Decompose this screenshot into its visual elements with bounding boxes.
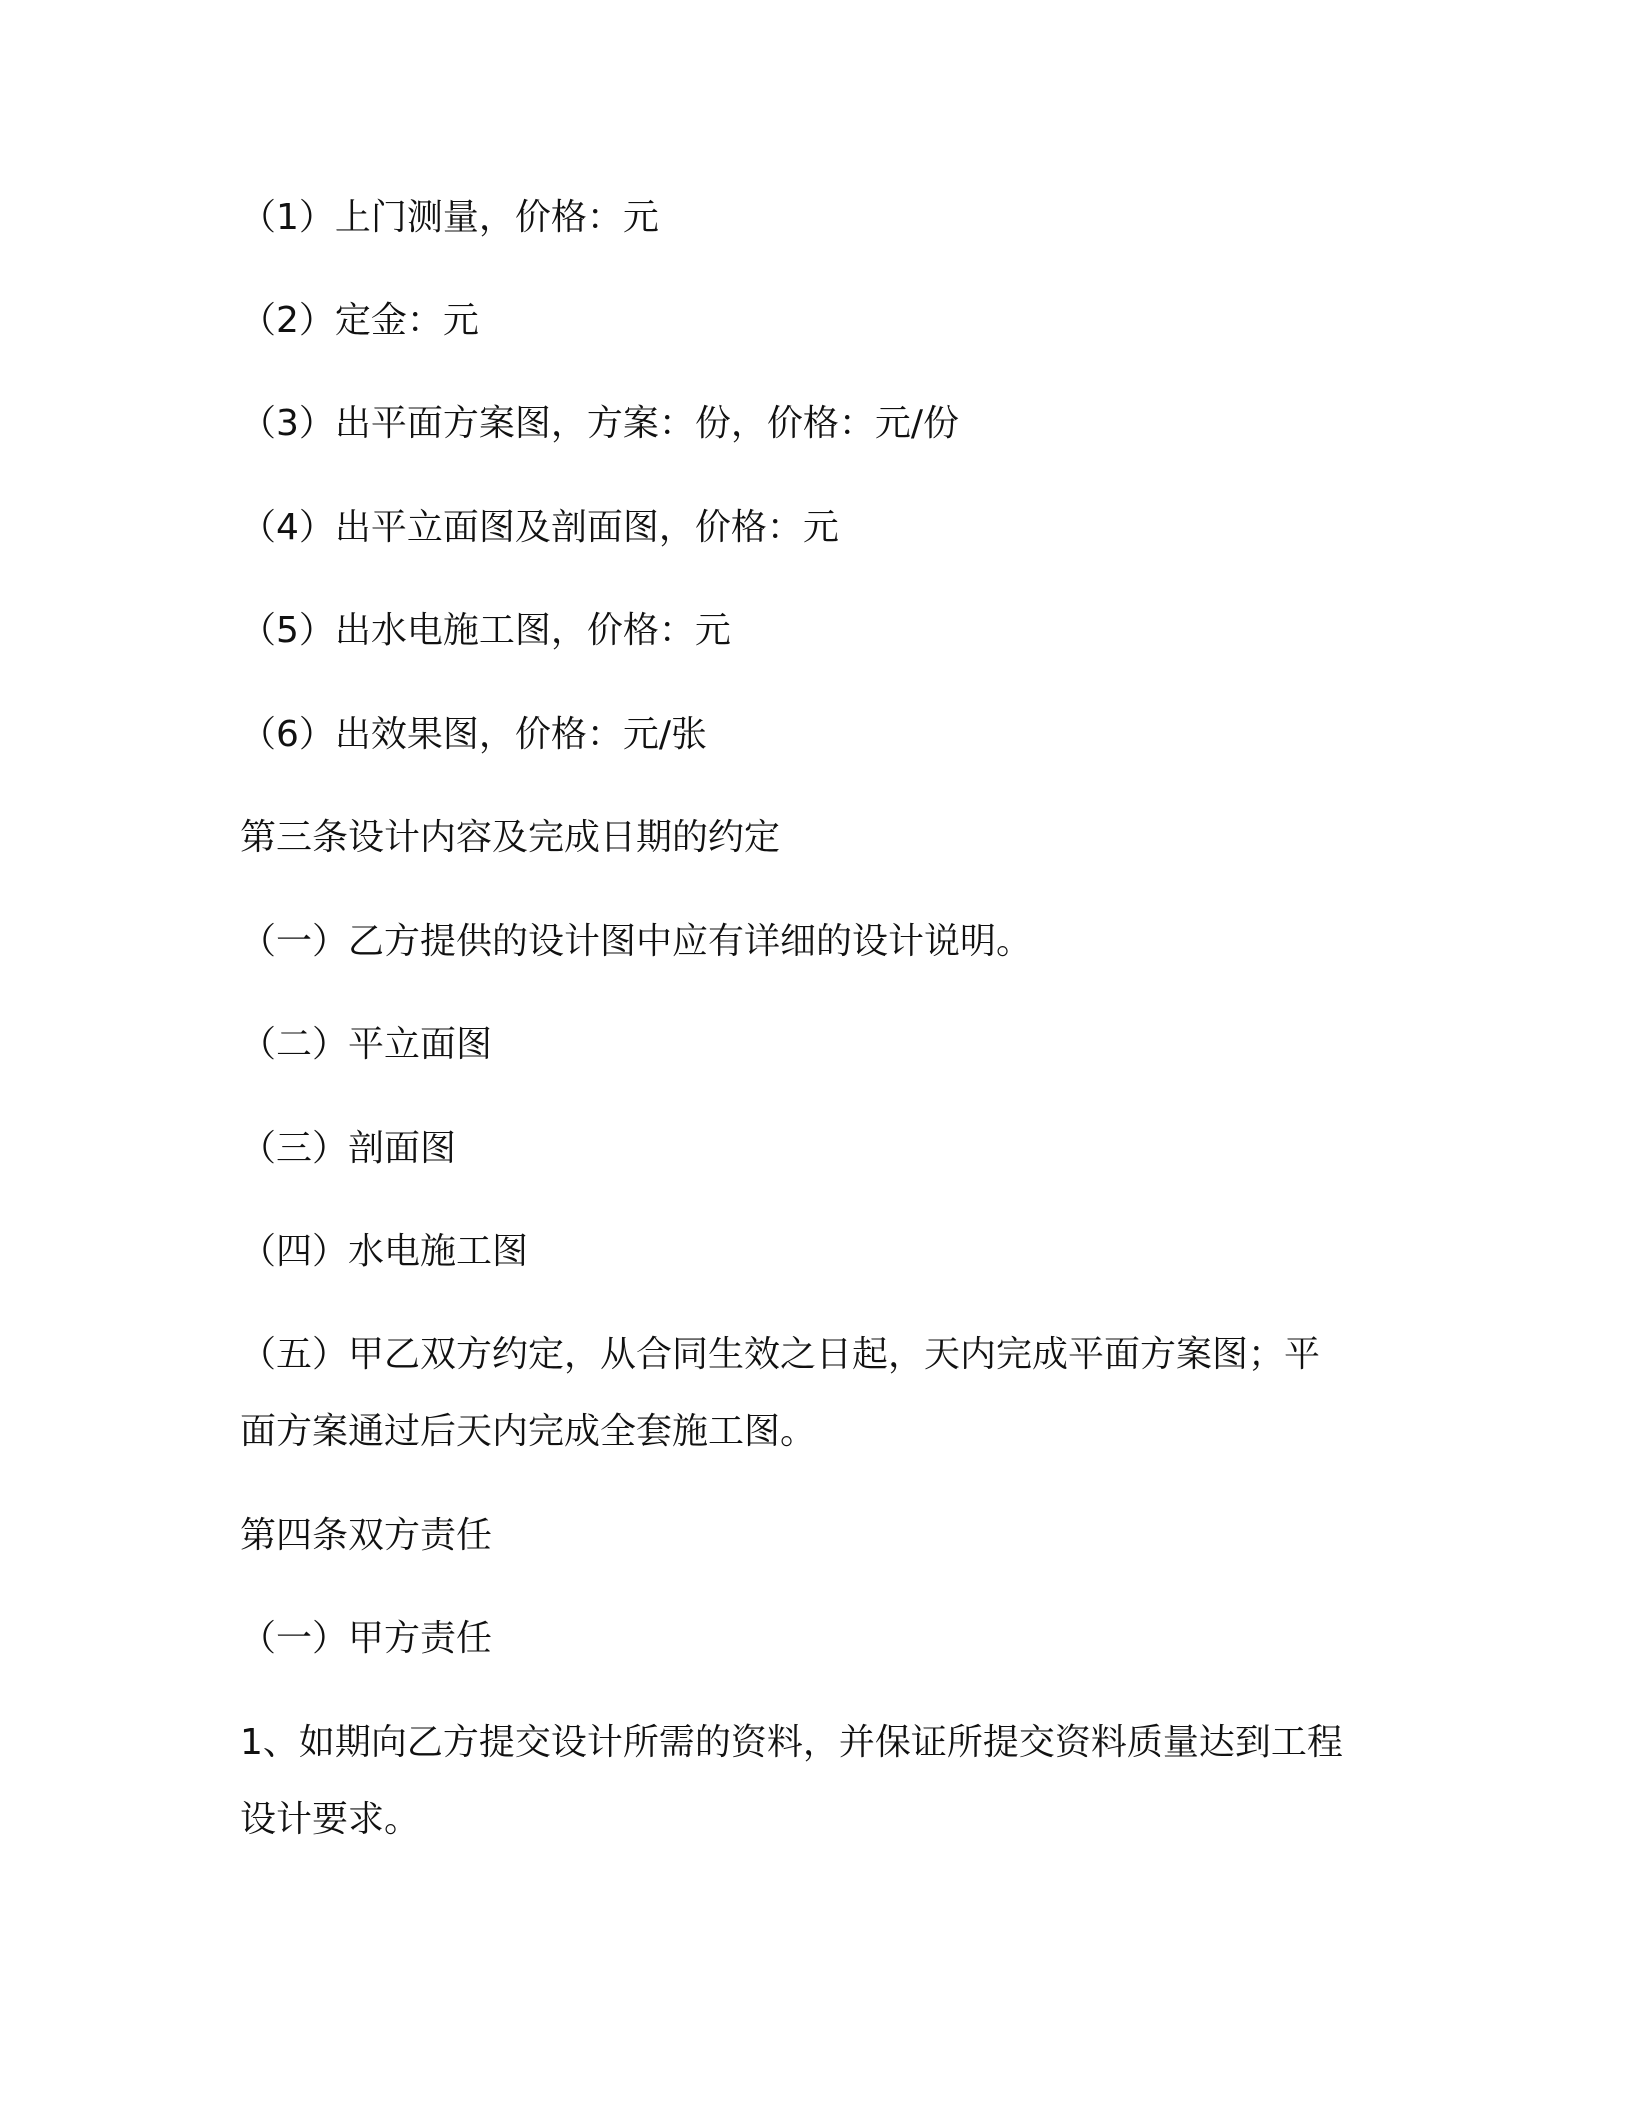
article-3-item-5-line-1: （五）甲乙双方约定，从合同生效之日起，天内完成平面方案图；平 — [240, 1334, 1321, 1375]
article-3-item-5-line-2: 面方案通过后天内完成全套施工图。 — [240, 1411, 817, 1452]
fee-item-6: （6）出效果图，价格：元/张 — [240, 714, 708, 755]
responsibility-1-line-2: 设计要求。 — [240, 1799, 421, 1840]
article-3-item-4: （四）水电施工图 — [240, 1231, 529, 1272]
fee-item-1: （1）上门测量，价格：元 — [240, 197, 659, 238]
fee-item-5: （5）出水电施工图，价格：元 — [240, 610, 731, 651]
article-3-heading: 第三条设计内容及完成日期的约定 — [240, 817, 781, 858]
fee-item-3: （3）出平面方案图，方案：份，价格：元/份 — [240, 403, 960, 444]
responsibility-1-line-1: 1、如期向乙方提交设计所需的资料，并保证所提交资料质量达到工程 — [240, 1722, 1343, 1763]
fee-item-2: （2）定金：元 — [240, 300, 479, 341]
article-4-heading: 第四条双方责任 — [240, 1515, 493, 1556]
party-a-responsibilities-heading: （一）甲方责任 — [240, 1618, 493, 1659]
article-3-item-3: （三）剖面图 — [240, 1128, 457, 1169]
fee-item-4: （4）出平立面图及剖面图，价格：元 — [240, 507, 839, 548]
article-3-item-1: （一）乙方提供的设计图中应有详细的设计说明。 — [240, 921, 1033, 962]
article-3-item-2: （二）平立面图 — [240, 1024, 493, 1065]
